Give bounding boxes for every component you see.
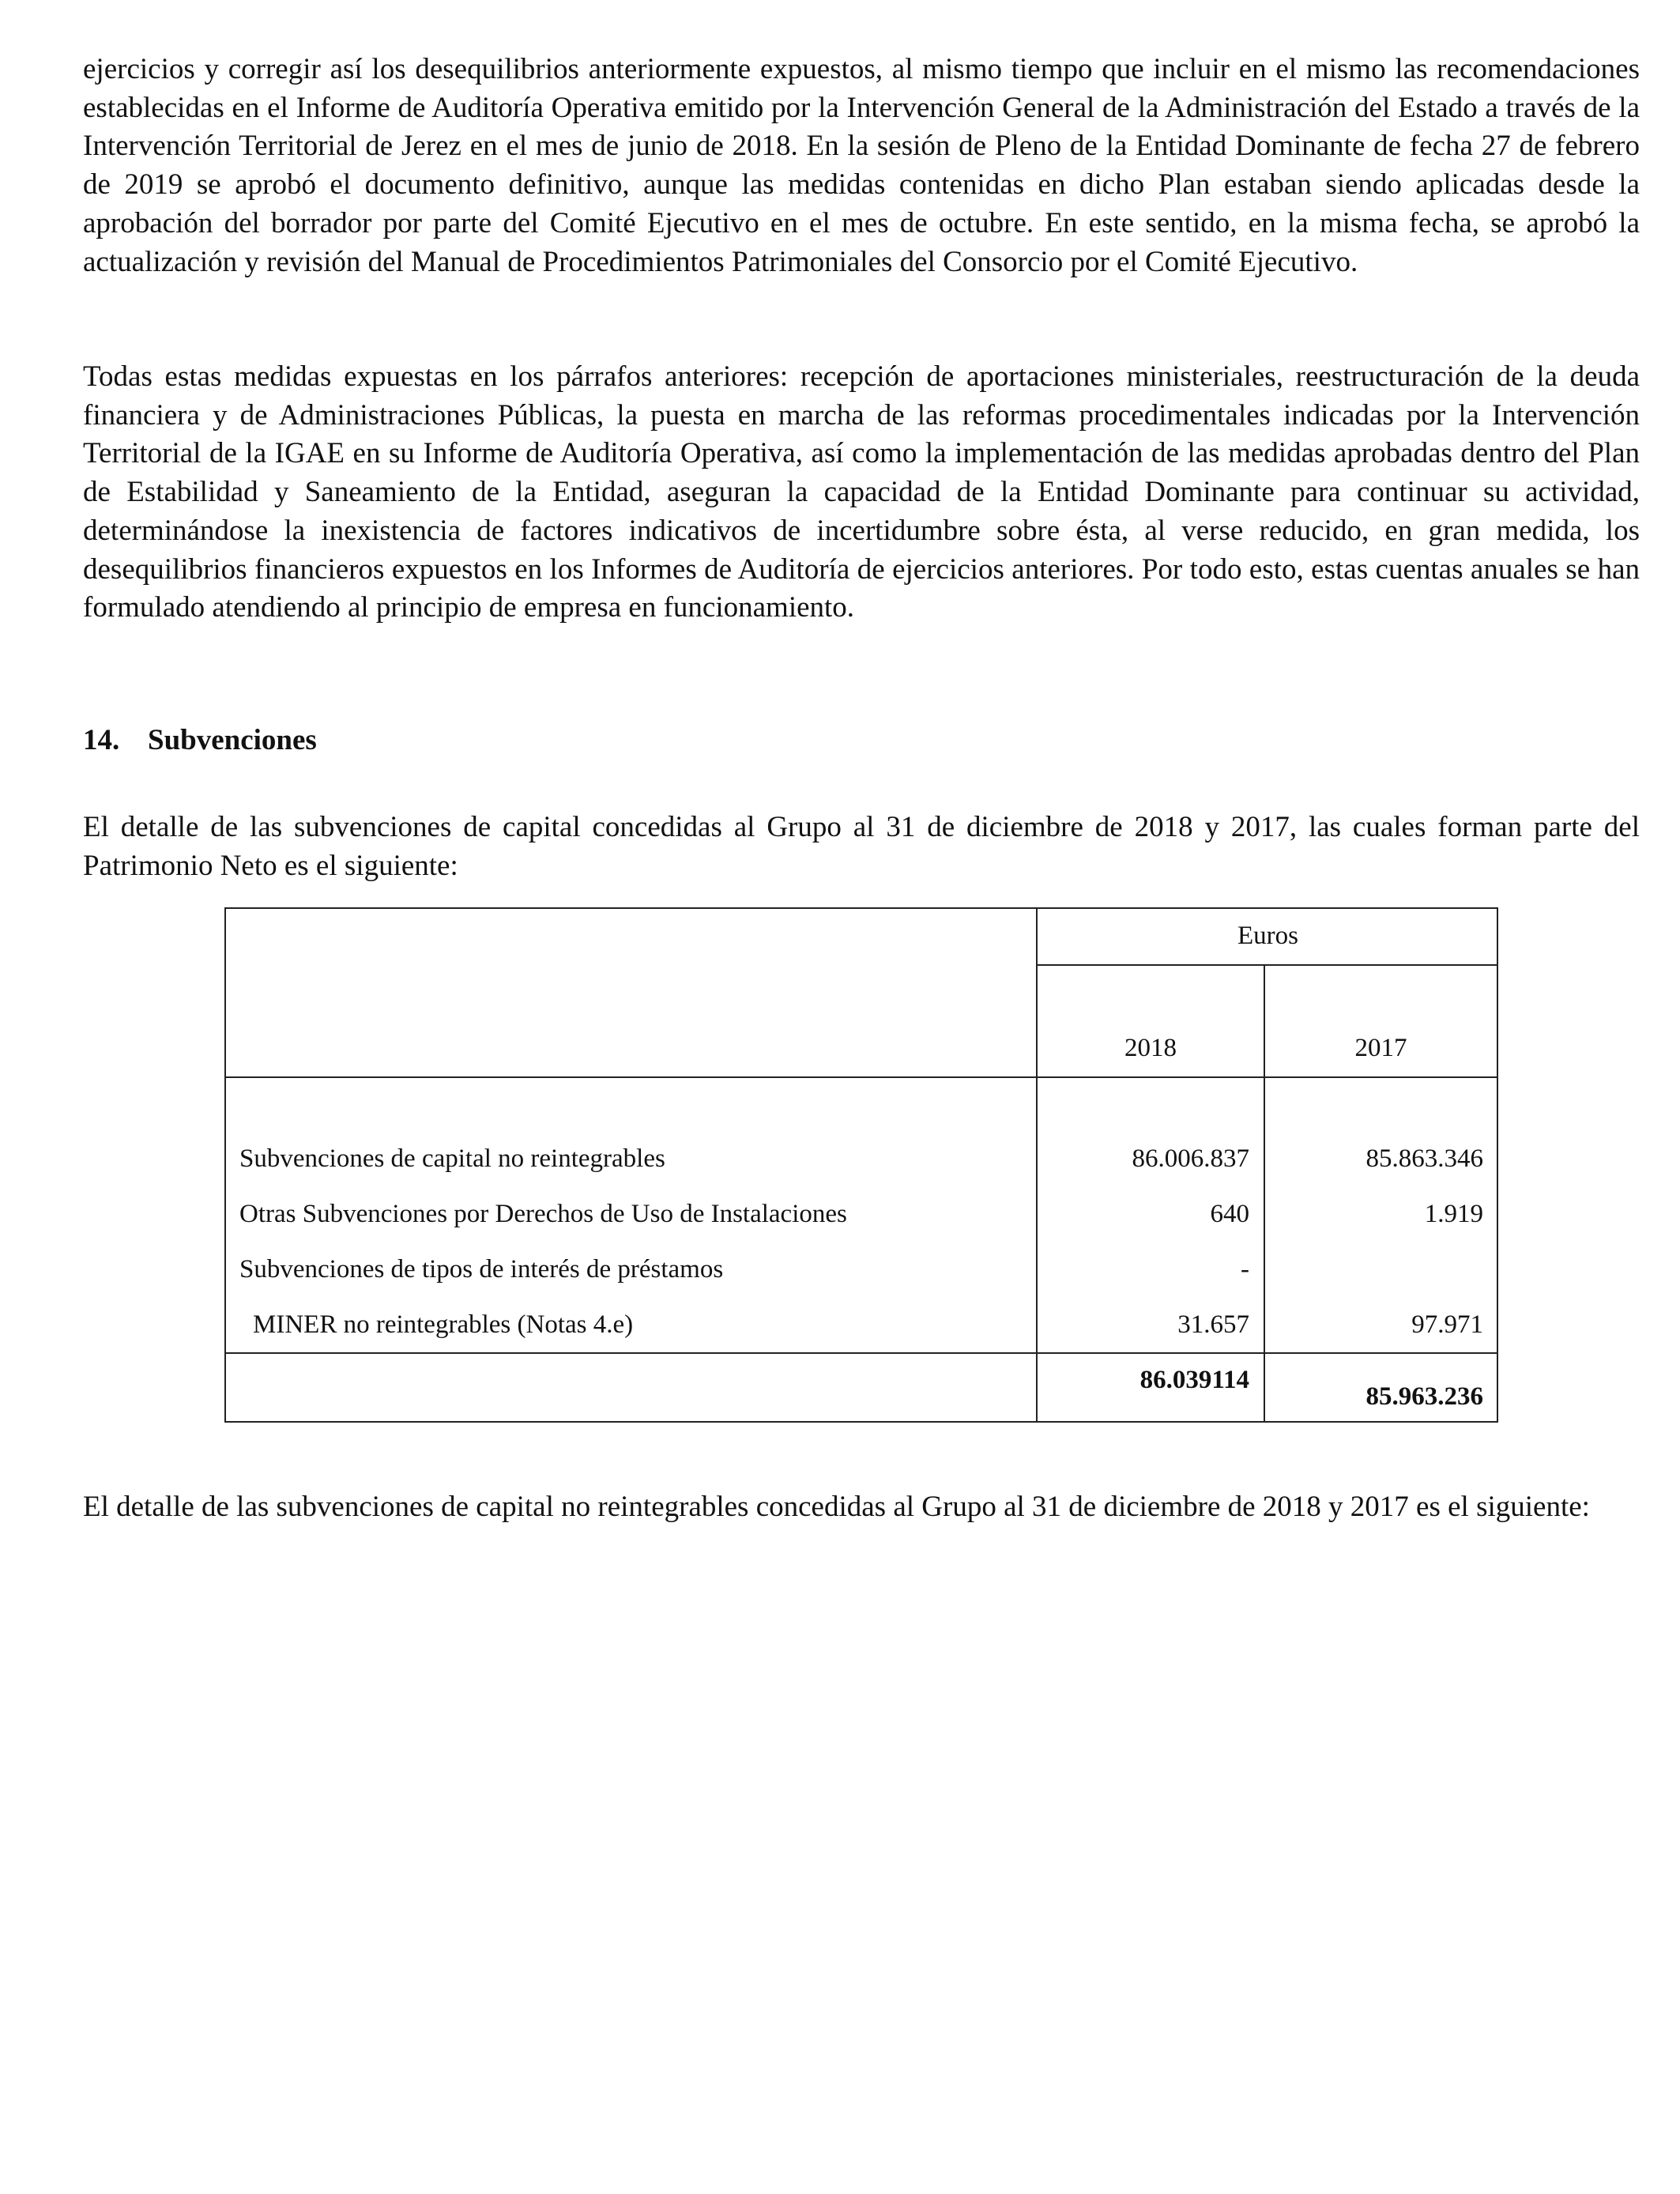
section-heading	[83, 722, 317, 760]
table-divider	[1036, 964, 1497, 966]
paragraph-subvenciones-detalle: El detalle de las subvenciones de capital no reintegrables concedidas al Grupo al 31 de diciembre de 2018 y 2017 es el siguiente:	[83, 1491, 1590, 1523]
total-2017: 85.963.236	[1365, 1382, 1483, 1411]
row-value-2018: 86.006.837	[1132, 1144, 1249, 1173]
row-value-2017: 85.863.346	[1365, 1144, 1483, 1173]
row-value-2018: -	[1241, 1255, 1249, 1284]
total-2018: 86.039114	[1139, 1366, 1249, 1394]
subvenciones-table	[224, 907, 1498, 1423]
year-header-2018: 2018	[1124, 1034, 1177, 1062]
row-value-2018: 31.657	[1177, 1310, 1249, 1339]
row-label: Otras Subvenciones por Derechos de Uso de Instalaciones	[239, 1200, 847, 1228]
row-value-2018: 640	[1210, 1200, 1249, 1228]
paragraph-plan-estabilidad: ejercicios y corregir así los desequilibrios anteriormente expuestos, al mismo tiempo que incluir en el mismo las recomendaciones establecidas en el Informe de Auditoría Operativa emitido por la Intervención General de la Administración del Estado a través de la Intervención Territorial de Jerez en el mes de junio de 2018. En la sesión de Pleno de la Entidad Dominante de fecha 27 de febrero de 2019 se aprobó el documento definitivo, aunque las medidas contenidas en dicho Plan estaban siendo aplicadas desde la aprobación del borrador por parte del Comité Ejecutivo en el mes de octubre. En este sentido, en la misma fecha, se aprobó la actualización y revisión del Manual de Procedimientos Patrimoniales del Consorcio por el Comité Ejecutivo.	[83, 53, 1640, 278]
row-label: Subvenciones de tipos de interés de préstamos	[239, 1255, 724, 1284]
paragraph-empresa-funcionamiento: Todas estas medidas expuestas en los párrafos anteriores: recepción de aportaciones ministeriales, reestructuración de la deuda financiera y de Administraciones Públicas, la puesta en marcha de las reformas procedimentales indicadas por la Intervención Territorial de la IGAE en su Informe de Auditoría Operativa, así como la implementación de las medidas aprobadas dentro del Plan de Estabilidad y Saneamiento de la Entidad, aseguran la capacidad de la Entidad Dominante para continuar su actividad, determinándose la inexistencia de factores indicativos de incertidumbre sobre ésta, al verse reducido, en gran medida, los desequilibrios financieros expuestos en los Informes de Auditoría de ejercicios anteriores. Por todo esto, estas cuentas anuales se han formulado atendiendo al principio de empresa en funcionamiento.	[83, 360, 1640, 624]
currency-header: Euros	[1237, 922, 1298, 950]
row-label: MINER no reintegrables (Notas 4.e)	[253, 1310, 634, 1339]
section-number: 14.	[83, 724, 120, 756]
section-title: Subvenciones	[148, 724, 317, 756]
table-divider	[226, 1076, 1497, 1078]
row-value-2017: 97.971	[1411, 1310, 1483, 1339]
paragraph-subvenciones-intro: El detalle de las subvenciones de capital concedidas al Grupo al 31 de diciembre de 2018 y 2017, las cuales forman parte del Patrimonio Neto es el siguiente:	[83, 811, 1640, 882]
row-label: Subvenciones de capital no reintegrables	[239, 1144, 665, 1173]
year-header-2017: 2017	[1354, 1034, 1407, 1062]
row-value-2017: 1.919	[1424, 1200, 1483, 1228]
table-divider	[226, 1352, 1497, 1354]
